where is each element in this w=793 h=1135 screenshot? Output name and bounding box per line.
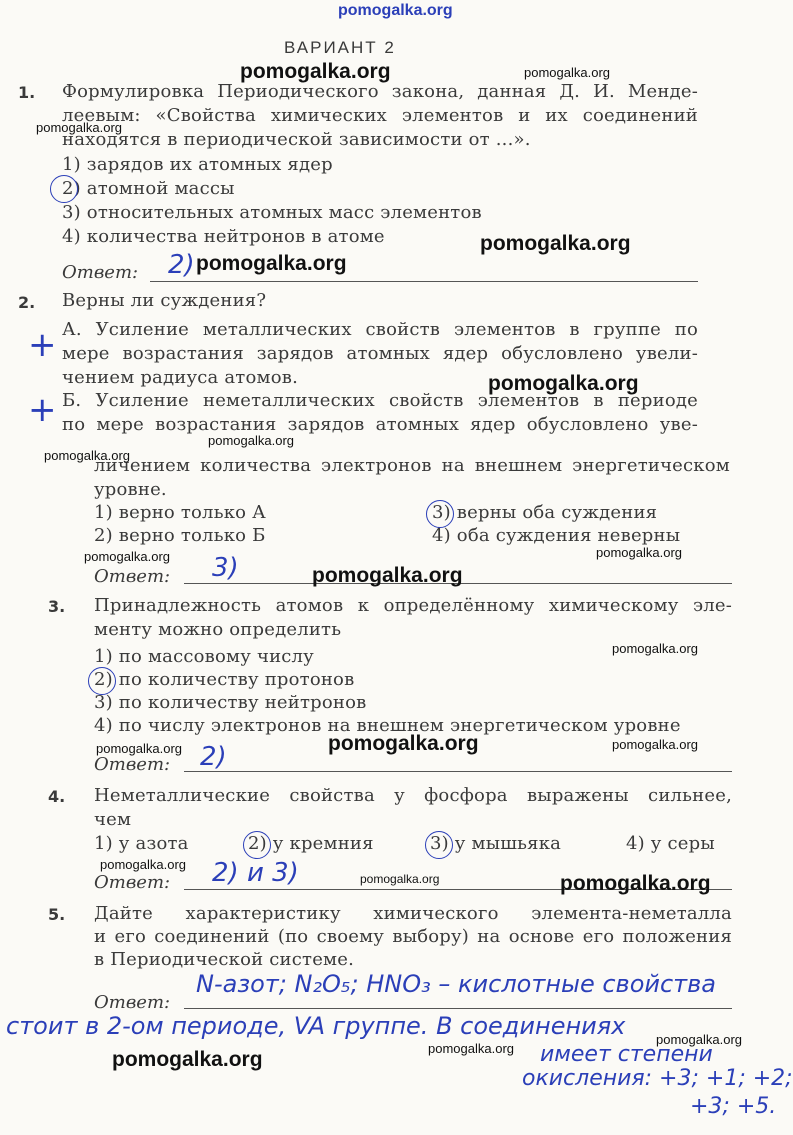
q1-answer-label: Ответ: (62, 262, 139, 283)
q3-selection-circle (88, 667, 116, 695)
q4-handwritten-answer: 2) и 3) (212, 858, 299, 888)
watermark: pomogalka.org (360, 872, 440, 886)
q4-selection-circle (243, 831, 271, 859)
q5-line: в Периодической системе. (94, 949, 355, 970)
q4-selection-circle (425, 831, 453, 859)
q2-selection-circle (426, 500, 454, 528)
q3-answer-line (184, 771, 732, 772)
q2-statement-b-cont (94, 454, 730, 502)
q2-handwritten-answer: 3) (212, 553, 239, 583)
q3-text (94, 594, 732, 642)
q2-option: 2) верно только Б (94, 525, 266, 546)
q2-option: 4) оба суждения неверны (432, 525, 681, 546)
q5-line: и его соединений (по своему выбору) на основе его положения (94, 926, 732, 947)
watermark: pomogalka.org (612, 641, 698, 656)
q2-question: Верны ли суждения? (62, 290, 267, 311)
q1-line: леевым: «Свойства химических элементов и их соединений (62, 105, 698, 126)
q1-line: Формулировка Периодического закона, данная Д. И. Менде- (62, 81, 698, 102)
q3-options (94, 645, 681, 737)
q2-number: 2. (18, 293, 36, 312)
q2-a-line: мере возрастания зарядов атомных ядер обусловлено увели- (62, 343, 698, 364)
q3-line: Принадлежность атомов к определённому химическому эле- (94, 595, 732, 616)
q4-option: 1) у азота (94, 833, 189, 854)
watermark: pomogalka.org (428, 1041, 514, 1056)
q2-b-line: личением количества электронов на внешнем энергетическом (94, 455, 730, 476)
q2-b-line: уровне. (94, 479, 167, 500)
q5-handwritten-line: стоит в 2-ом периоде, VA группе. В соединениях (6, 1012, 626, 1040)
q1-text (62, 80, 698, 152)
q5-number: 5. (48, 905, 66, 924)
page-title: ВАРИАНТ 2 (284, 38, 396, 57)
watermark: pomogalka.org (112, 1048, 263, 1071)
q2-option: 1) верно только А (94, 502, 266, 523)
q2-a-line: А. Усиление металлических свойств элементов в группе по (62, 319, 698, 340)
q2-b-line: по мере возрастания зарядов атомных ядер обусловлено уве- (62, 414, 698, 435)
q3-number: 3. (48, 597, 66, 616)
watermark: pomogalka.org (44, 448, 130, 463)
q5-answer-label: Ответ: (94, 992, 171, 1013)
q3-option: 4) по числу электронов на внешнем энергетическом уровне (94, 715, 681, 736)
q2-mark-a: + (28, 325, 57, 365)
q1-options (62, 153, 482, 249)
q1-handwritten-answer: 2) (168, 250, 195, 280)
q2-option: 3) верны оба суждения (432, 502, 658, 523)
watermark: pomogalka.org (240, 60, 391, 83)
watermark: pomogalka.org (488, 372, 639, 395)
q1-selection-circle (50, 175, 78, 203)
q3-option: 2) по количеству протонов (94, 669, 355, 690)
watermark: pomogalka.org (96, 741, 182, 756)
q3-answer-label: Ответ: (94, 754, 171, 775)
q5-handwritten-line: окисления: +3; +1; +2; (522, 1066, 793, 1091)
q1-answer-line (150, 281, 698, 282)
q3-handwritten-answer: 2) (200, 742, 227, 772)
q5-answer-line (184, 1008, 732, 1009)
q3-option: 3) по количеству нейтронов (94, 692, 367, 713)
q4-line: чем (94, 809, 132, 830)
q2-answer-label: Ответ: (94, 566, 171, 587)
q1-option: 4) количества нейтронов в атоме (62, 226, 385, 247)
q4-answer-label: Ответ: (94, 872, 171, 893)
watermark: pomogalka.org (312, 564, 463, 587)
q3-line: менту можно определить (94, 619, 342, 640)
watermark: pomogalka.org (196, 252, 347, 275)
q2-statement-b (62, 389, 698, 437)
watermark: pomogalka.org (524, 65, 610, 80)
q4-option: 4) у серы (626, 833, 715, 854)
q4-option: 2) у кремния (248, 833, 374, 854)
q4-number: 4. (48, 787, 66, 806)
watermark: pomogalka.org (84, 549, 170, 564)
q5-line: Дайте характеристику химического элемента-неметалла (94, 903, 732, 924)
q2-b-line: Б. Усиление неметаллических свойств элементов в периоде (62, 390, 698, 411)
q4-option: 3) у мышьяка (430, 833, 562, 854)
q5-handwritten-line: +3; +5. (690, 1094, 777, 1119)
q2-mark-b: + (28, 390, 57, 430)
watermark: pomogalka.org (480, 232, 631, 255)
top-watermark: pomogalka.org (338, 2, 453, 19)
watermark: pomogalka.org (596, 545, 682, 560)
q5-text (94, 902, 732, 971)
q4-text (94, 784, 732, 832)
q5-handwritten-line: имеет степени (540, 1042, 713, 1067)
watermark: pomogalka.org (100, 857, 186, 872)
q4-line: Неметаллические свойства у фосфора выражены сильнее, (94, 785, 732, 806)
watermark: pomogalka.org (328, 732, 479, 755)
q1-option: 3) относительных атомных масс элементов (62, 202, 482, 223)
q5-handwritten-line: N-азот; N₂O₅; HNO₃ – кислотные свойства (196, 970, 717, 998)
q1-option: 2) атомной массы (62, 178, 235, 199)
q2-a-line: чением радиуса атомов. (62, 367, 299, 388)
q3-option: 1) по массовому числу (94, 646, 314, 667)
watermark: pomogalka.org (36, 120, 122, 135)
watermark: pomogalka.org (656, 1032, 742, 1047)
q1-number: 1. (18, 83, 36, 102)
watermark: pomogalka.org (612, 737, 698, 752)
watermark: pomogalka.org (208, 433, 294, 448)
watermark: pomogalka.org (560, 872, 711, 895)
q1-option: 1) зарядов их атомных ядер (62, 154, 333, 175)
q1-line: находятся в периодической зависимости от ...». (62, 129, 531, 150)
